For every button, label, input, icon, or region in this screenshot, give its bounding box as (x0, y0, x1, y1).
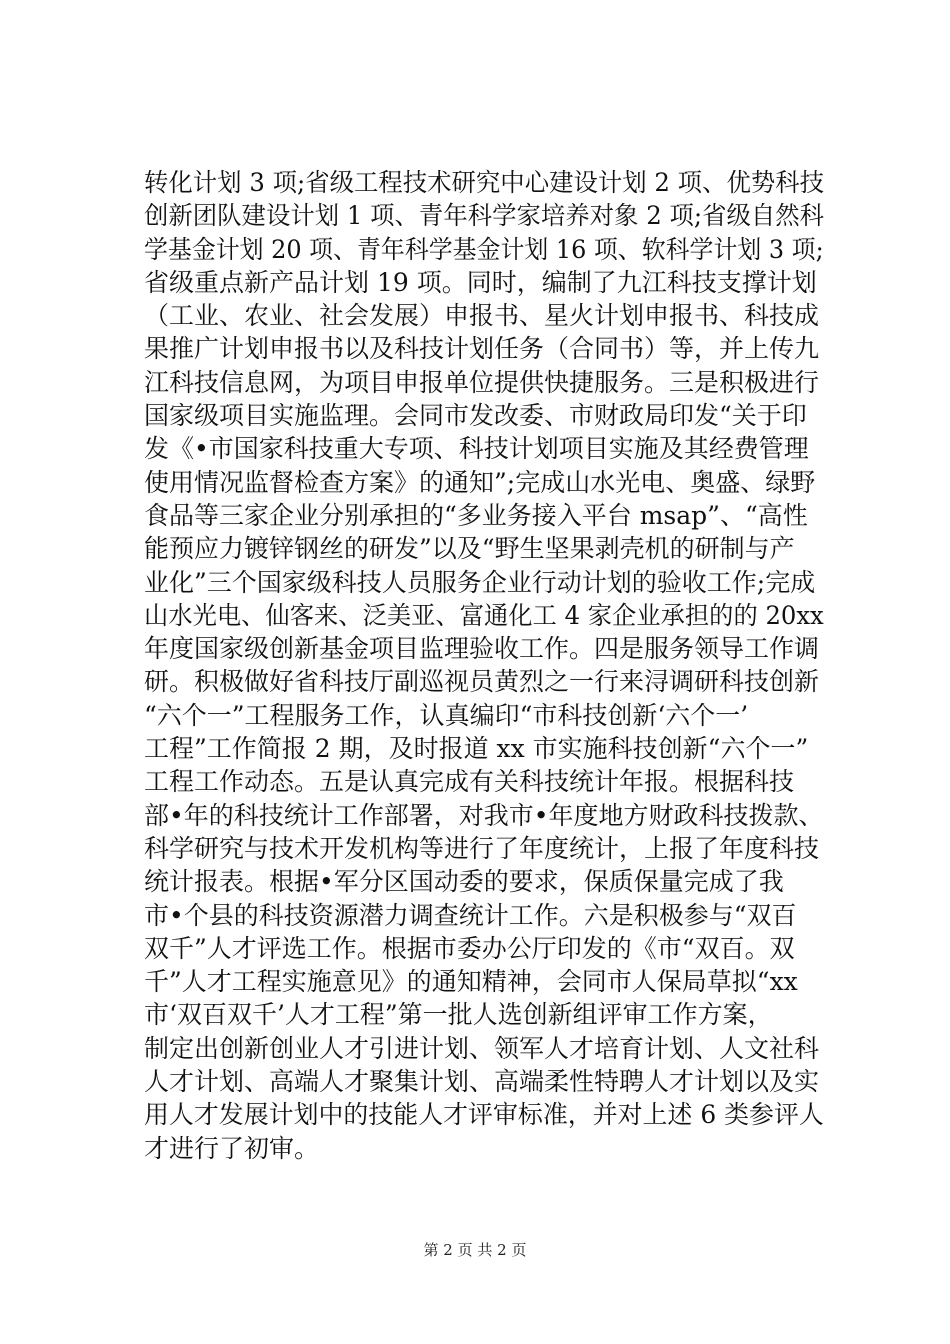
text-line: 创新团队建设计划 1 项、青年科学家培养对象 2 项;省级自然科 (144, 201, 825, 231)
text-line: 市•个县的科技资源潜力调查统计工作。六是积极参与“双百 (144, 900, 797, 930)
text-line: 科学研究与技术开发机构等进行了年度统计，上报了年度科技 (144, 833, 820, 863)
text-line: 果推广计划申报书以及科技计划任务（合同书）等，并上传九 (144, 334, 820, 364)
text-line: 转化计划 3 项;省级工程技术研究中心建设计划 2 项、优势科技 (144, 168, 825, 197)
page-number-footer: 第 2 页 共 2 页 (423, 1241, 527, 1259)
text-line: （工业、农业、社会发展）申报书、星火计划申报书、科技成 (144, 301, 820, 331)
text-line: 市‘双百双千’人才工程”第一批人选创新组评审工作方案， (144, 1000, 773, 1030)
text-line: 年度国家级创新基金项目监理验收工作。四是服务领导工作调 (144, 634, 820, 664)
text-line: 才进行了初审。 (144, 1133, 320, 1163)
text-line: 工程工作动态。五是认真完成有关科技统计年报。根据科技 (144, 767, 795, 797)
text-line: 江科技信息网，为项目申报单位提供快捷服务。三是积极进行 (144, 367, 820, 397)
text-line: 使用情况监督检查方案》的通知”;完成山水光电、奥盛、绿野 (144, 467, 816, 497)
text-line: 发《•市国家科技重大专项、科技计划项目实施及其经费管理 (144, 434, 809, 464)
text-line: “六个一”工程服务工作，认真编印“市科技创新‘六个一’ (144, 700, 749, 730)
text-line: 国家级项目实施监理。会同市发改委、市财政局印发“关于印 (144, 401, 807, 431)
text-line: 业化”三个国家级科技人员服务企业行动计划的验收工作;完成 (144, 567, 816, 597)
text-line: 工程”工作简报 2 期，及时报道 xx 市实施科技创新“六个一” (144, 734, 809, 764)
text-line: 食品等三家企业分别承担的“多业务接入平台 msap”、“高性 (144, 500, 808, 530)
text-line: 人才计划、高端人才聚集计划、高端柔性特聘人才计划以及实 (144, 1067, 820, 1097)
text-line: 能预应力镀锌钢丝的研发”以及“野生坚果剥壳机的研制与产 (144, 534, 795, 564)
text-line: 千”人才工程实施意见》的通知精神，会同市人保局草拟“xx (144, 967, 798, 997)
body-paragraph (144, 166, 824, 1165)
text-line: 双千”人才评选工作。根据市委办公厅印发的《市“双百。双 (144, 933, 795, 963)
text-line: 部•年的科技统计工作部署，对我市•年度地方财政科技拨款、 (144, 800, 824, 830)
text-line: 统计报表。根据•军分区国动委的要求，保质保量完成了我 (144, 867, 784, 897)
text-line: 省级重点新产品计划 19 项。同时，编制了九江科技支撑计划 (144, 267, 817, 297)
text-line: 山水光电、仙客来、泛美亚、富通化工 4 家企业承担的的 20xx (144, 600, 824, 630)
text-line: 研。积极做好省科技厅副巡视员黄烈之一行来浔调研科技创新 (144, 667, 820, 697)
text-line: 制定出创新创业人才引进计划、领军人才培育计划、人文社科 (144, 1033, 820, 1063)
text-line: 用人才发展计划中的技能人才评审标准，并对上述 6 类参评人 (144, 1100, 824, 1130)
text-line: 学基金计划 20 项、青年科学基金计划 16 项、软科学计划 3 项; (144, 234, 824, 264)
